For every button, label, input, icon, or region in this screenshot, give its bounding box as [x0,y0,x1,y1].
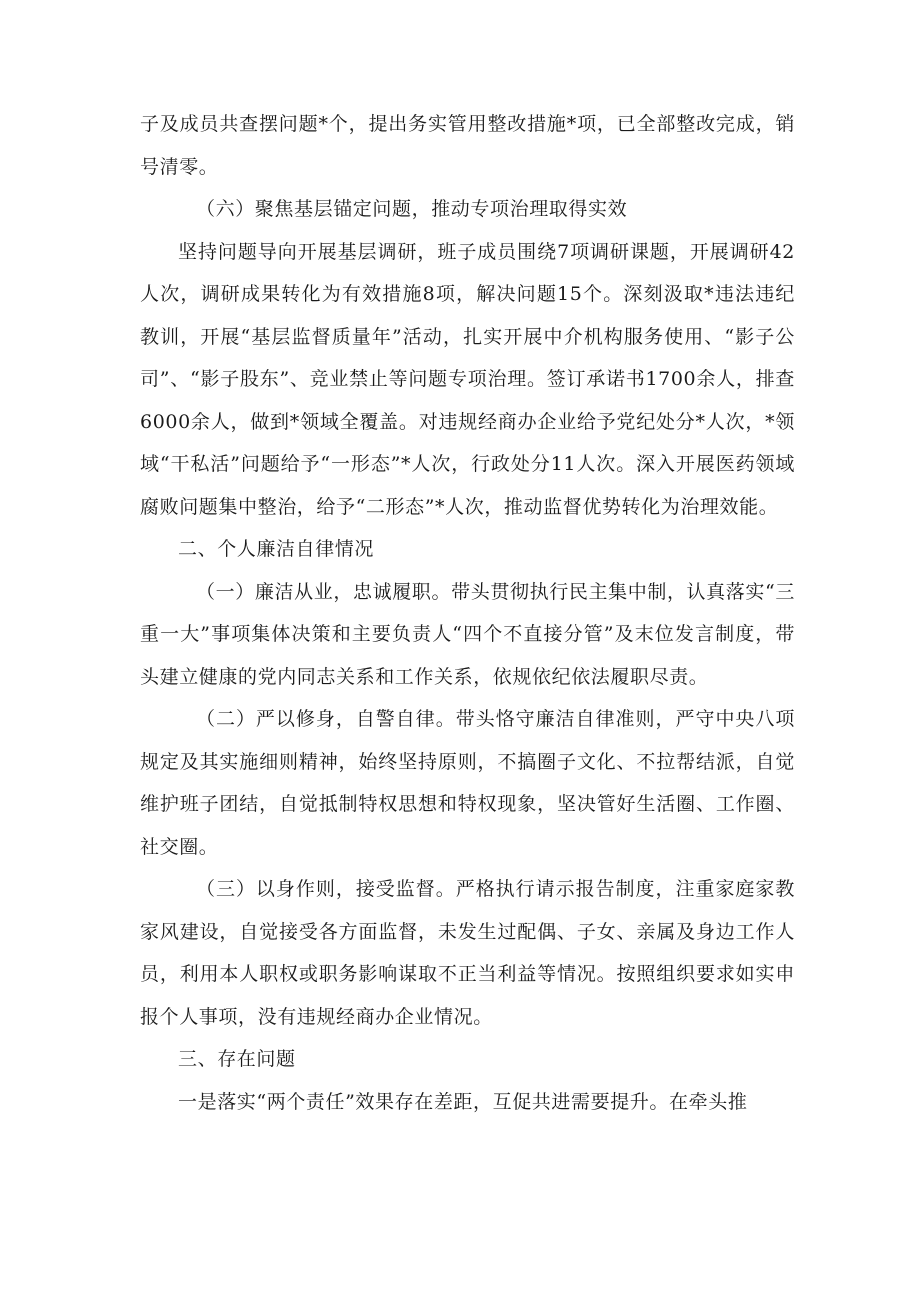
paragraph-continuation: 子及成员共查摆问题*个，提出务实管用整改措施*项，已全部整改完成，销号清零。 [140,113,795,178]
paragraph-integrity-2: （二）严以修身，自警自律。带头恪守廉洁自律准则，严守中央八项规定及其实施细则精神，始终坚持原则，不搞圈子文化、不拉帮结派，自觉维护班子团结，自觉抵制特权思想和特权现象，坚决管好生活圈、工作圈、社交圈。 [140,708,795,858]
section-heading-2: 二、个人廉洁自律情况 [178,538,375,560]
subsection-heading-6: （六）聚焦基层锚定问题，推动专项治理取得实效 [196,198,628,220]
document-body [140,103,795,1123]
paragraph-integrity-3: （三）以身作则，接受监督。严格执行请示报告制度，注重家庭家教家风建设，自觉接受各方面监督，未发生过配偶、子女、亲属及身边工作人员，利用本人职权或职务影响谋取不正当利益等情况。按照组织要求如实申报个人事项，没有违规经商办企业情况。 [140,878,795,1028]
paragraph-integrity-1: （一）廉洁从业，忠诚履职。带头贯彻执行民主集中制，认真落实“三重一大”事项集体决策和主要负责人“四个不直接分管”及末位发言制度，带头建立健康的党内同志关系和工作关系，依规依纪依法履职尽责。 [140,580,795,688]
paragraph-grassroots-research: 坚持问题导向开展基层调研，班子成员围绕7项调研课题，开展调研42人次，调研成果转化为有效措施8项，解决问题15个。深刻汲取*违法违纪教训，开展“基层监督质量年”活动，扎实开展中介机构服务使用、“影子公司”、“影子股东”、竞业禁止等问题专项治理。签订承诺书1700余人，排查6000余人，做到*领域全覆盖。对违规经商办企业给予党纪处分*人次，*领域“干私活”问题给予“一形态”*人次，行政处分11人次。深入开展医药领域腐败问题集中整治，给予“二形态”*人次，推动监督优势转化为治理效能。 [140,240,795,518]
paragraph-problems-1: 一是落实“两个责任”效果存在差距，互促共进需要提升。在牵头推 [178,1090,748,1113]
section-heading-3: 三、存在问题 [178,1048,296,1070]
